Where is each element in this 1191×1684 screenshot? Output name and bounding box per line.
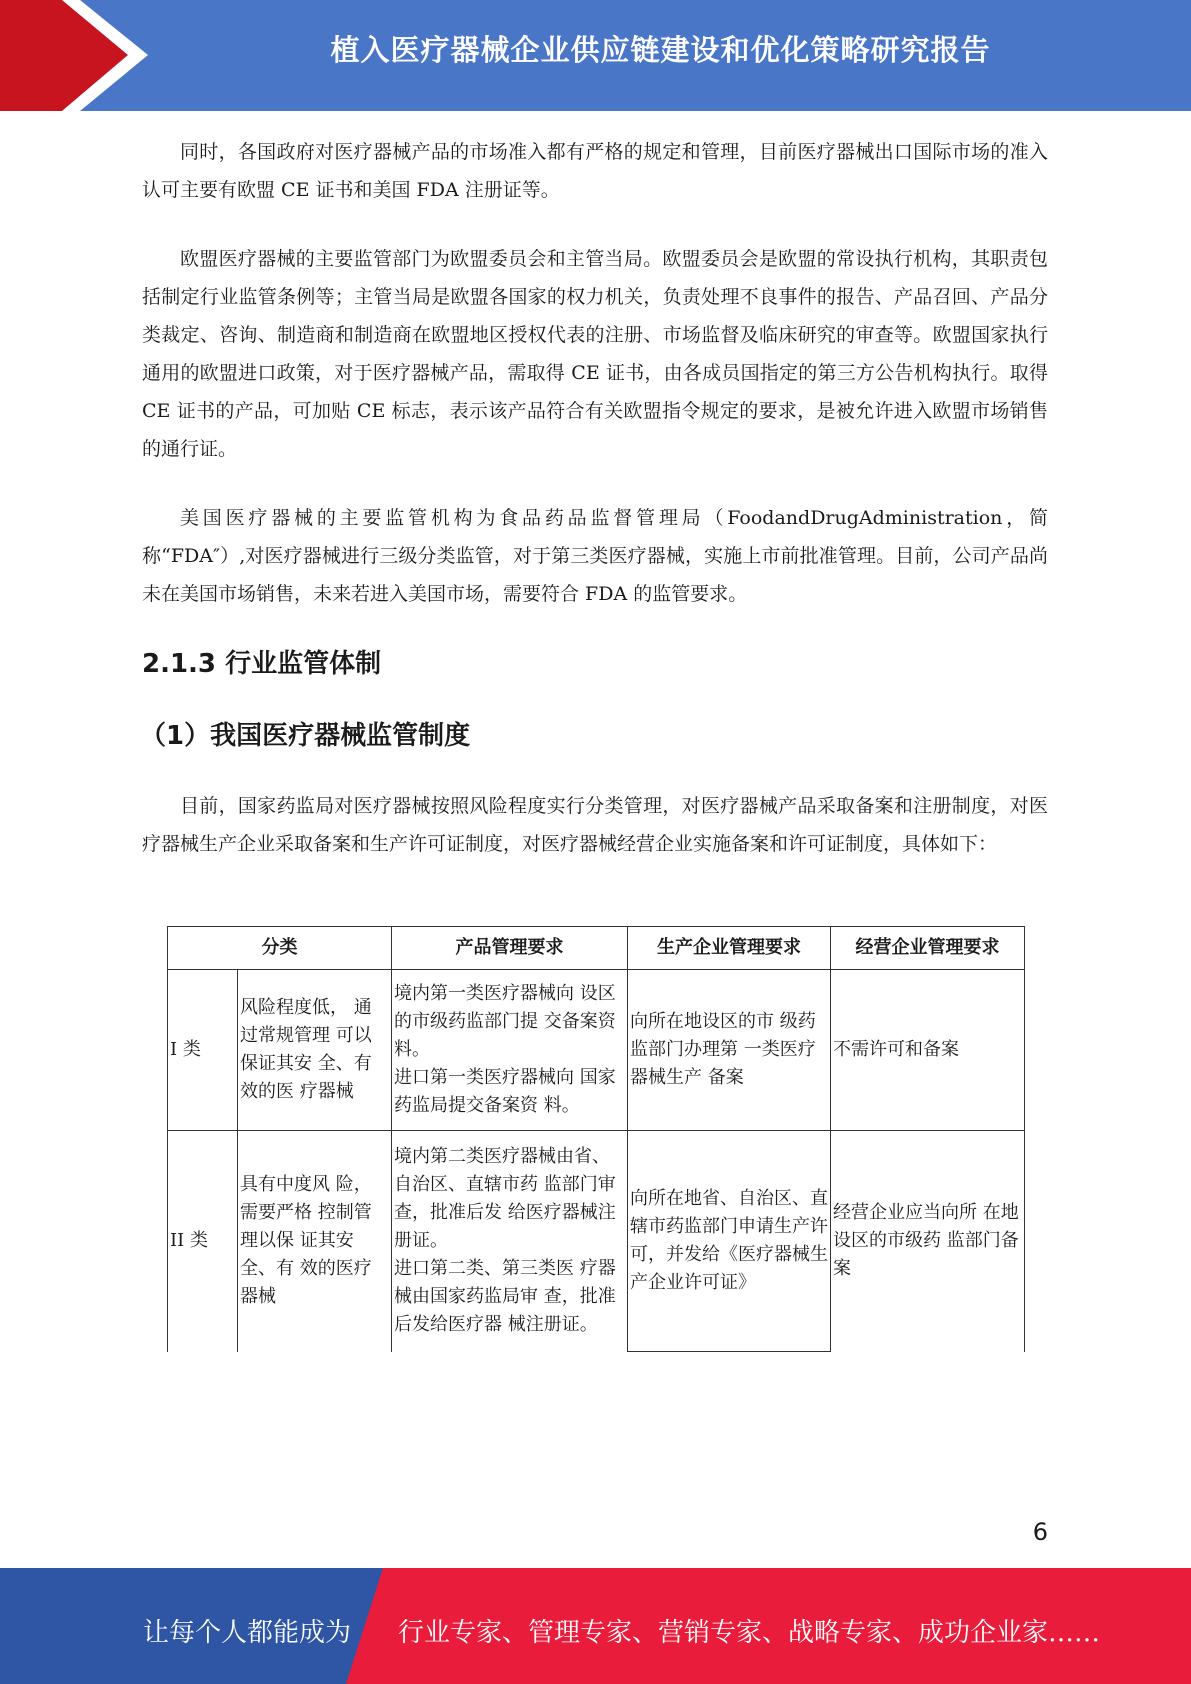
product-requirement-cell: 境内第一类医疗器械向 设区的市级药监部门提 交备案资料。 进口第一类医疗器械向 国家药监局提交备案资 料。 bbox=[392, 970, 628, 1131]
page-footer bbox=[0, 1568, 1191, 1684]
risk-cell: 风险程度低， 通过常规管理 可以保证其安 全、有效的医 疗器械 bbox=[238, 970, 392, 1131]
class-cell: II 类 bbox=[168, 1131, 238, 1352]
footer-slogan-left: 让每个人都能成为 bbox=[143, 1618, 352, 1648]
header-operation-requirements: 经营企业管理要求 bbox=[831, 927, 1025, 970]
footer-slogan-right: 行业专家、管理专家、营销专家、战略专家、成功企业家…… bbox=[398, 1618, 1101, 1648]
header-classification: 分类 bbox=[168, 927, 392, 970]
paragraph-eu-regulation: 欧盟医疗器械的主要监管部门为欧盟委员会和主管当局。欧盟委员会是欧盟的常设执行机构，其职责包括制定行业监管条例等；主管当局是欧盟各国家的权力机关，负责处理不良事件的报告、产品召回、产品分类裁定、咨询、制造商和制造商在欧盟地区授权代表的注册、市场监督及临床研究的审查等。欧盟国家执行通用的欧盟进口政策，对于医疗器械产品，需取得 CE 证书，由各成员国指定的第三方公告机构执行。取得 CE 证书的产品，可加贴 CE 标志，表示该产品符合有关欧盟指令规定的要求，是被允许进入欧盟市场销售的通行证。 bbox=[142, 248, 1048, 460]
page-header bbox=[0, 0, 1191, 111]
production-requirement-cell: 向所在地设区的市 级药监部门办理第 一类医疗器械生产 备案 bbox=[628, 970, 831, 1131]
paragraph-china-classification: 目前，国家药监局对医疗器械按照风险程度实行分类管理，对医疗器械产品采取备案和注册制度，对医疗器械生产企业采取备案和生产许可证制度，对医疗器械经营企业实施备案和许可证制度，具体如下： bbox=[142, 795, 1048, 855]
production-requirement-cell: 向所在地省、自治区、直辖市药监部门申请生产许可，并发给《医疗器械生产企业许可证》 bbox=[628, 1131, 831, 1352]
section-heading: 2.1.3 行业监管体制 bbox=[142, 649, 382, 679]
page-number: 6 bbox=[1032, 1518, 1048, 1546]
regulation-table bbox=[167, 926, 1025, 1352]
table-row bbox=[168, 970, 1025, 1131]
table-row bbox=[168, 1131, 1025, 1352]
subsection-heading: （1）我国医疗器械监管制度 bbox=[140, 721, 471, 751]
paragraph-us-fda: 美国医疗器械的主要监管机构为食品药品监督管理局（FoodandDrugAdministration，简称“FDA″）,对医疗器械进行三级分类监管，对于第三类医疗器械，实施上市前批准管理。目前，公司产品尚未在美国市场销售，未来若进入美国市场，需要符合 FDA 的监管要求。 bbox=[142, 507, 1048, 605]
class-cell: I 类 bbox=[168, 970, 238, 1131]
report-title: 植入医疗器械企业供应链建设和优化策略研究报告 bbox=[330, 33, 991, 67]
header-product-requirements: 产品管理要求 bbox=[392, 927, 628, 970]
paragraph-market-access: 同时，各国政府对医疗器械产品的市场准入都有严格的规定和管理，目前医疗器械出口国际市场的准入认可主要有欧盟 CE 证书和美国 FDA 注册证等。 bbox=[142, 141, 1048, 201]
product-requirement-cell: 境内第二类医疗器械由省、自治区、直辖市药 监部门审查，批准后发 给医疗器械注册证。 进口第二类、第三类医 疗器械由国家药监局审 查，批准后发给医疗器 械注册证。 bbox=[392, 1131, 628, 1352]
operation-requirement-cell: 不需许可和备案 bbox=[831, 970, 1025, 1131]
table-header-row bbox=[168, 927, 1025, 970]
operation-requirement-cell: 经营企业应当向所 在地设区的市级药 监部门备案 bbox=[831, 1131, 1025, 1352]
header-production-requirements: 生产企业管理要求 bbox=[628, 927, 831, 970]
risk-cell: 具有中度风 险，需要严格 控制管理以保 证其安全、有 效的医疗器械 bbox=[238, 1131, 392, 1352]
